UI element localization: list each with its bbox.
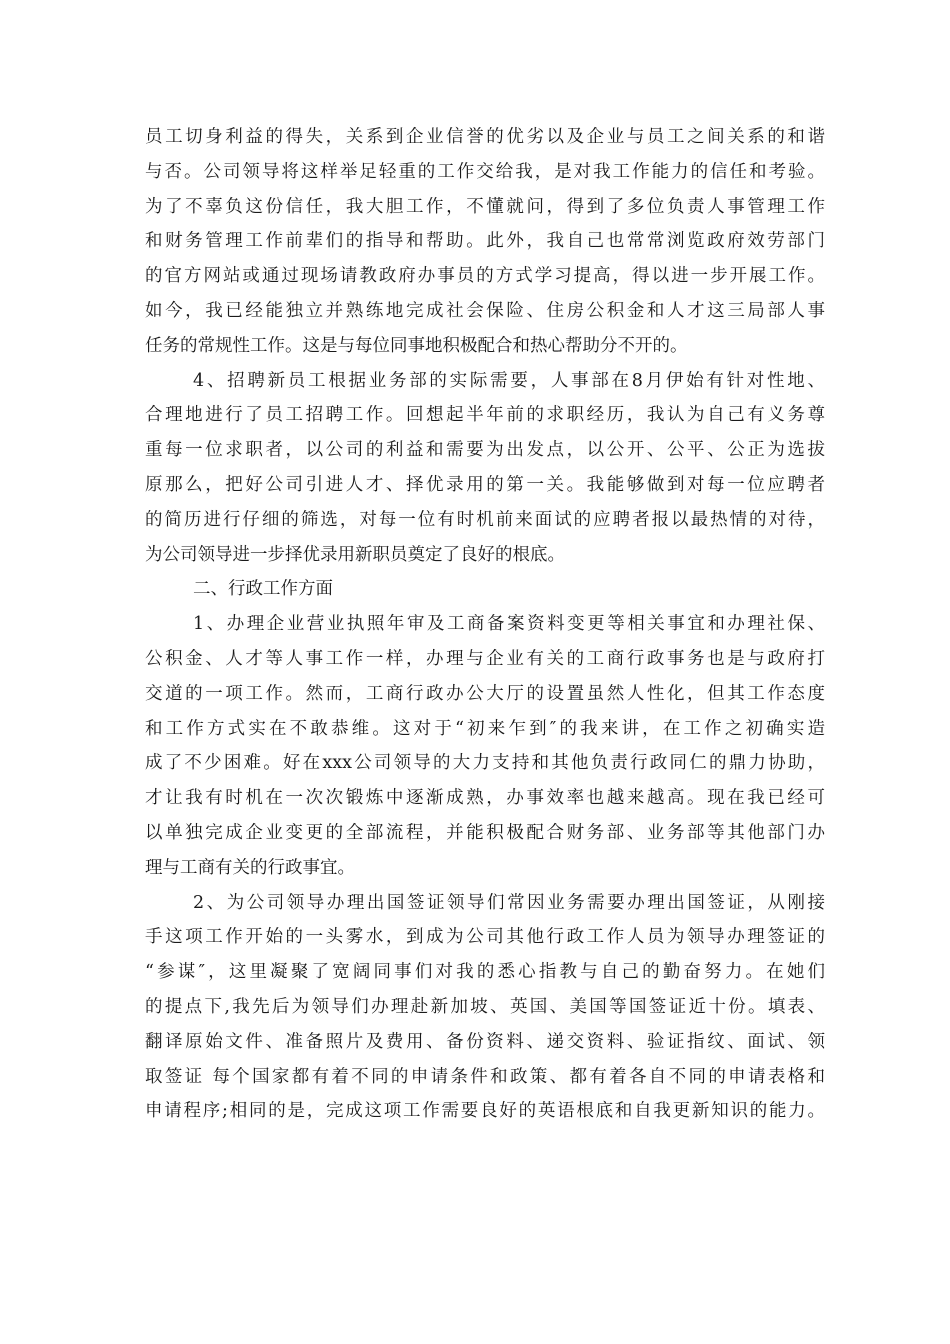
text-line: 的官方网站或通过现场请教政府办事员的方式学习提高，得以进一步开展工作。 [145,266,825,287]
text-line: 以单独完成企业变更的全部流程，并能积极配合财务部、业务部等其他部门办 [145,822,825,843]
text-line: 申请程序;相同的是，完成这项工作需要良好的英语根底和自我更新知识的能力。 [145,1101,825,1122]
text-line: 的提点下,我先后为领导们办理赴新加坡、英国、美国等国签证近十份。填表、 [145,996,825,1017]
body-text [145,120,825,1129]
text-line: 合理地进行了员工招聘工作。回想起半年前的求职经历，我认为自己有义务尊 [145,405,825,426]
text-line: 任务的常规性工作。这是与每位同事地积极配合和热心帮助分不开的。 [145,335,688,356]
text-line: 如今，我已经能独立并熟练地完成社会保险、住房公积金和人才这三局部人事 [145,300,825,321]
text-line: 1、办理企业营业执照年审及工商备案资料变更等相关事宜和办理社保、 [193,614,825,635]
text-line: 成了不少困难。好在xxx公司领导的大力支持和其他负责行政同仁的鼎力协助， [145,753,825,774]
text-line: 手这项工作开始的一头雾水，到成为公司其他行政工作人员为领导办理签证的 [145,927,825,948]
text-line: 为了不辜负这份信任，我大胆工作，不懂就问，得到了多位负责人事管理工作 [145,196,825,217]
text-line: 4、招聘新员工根据业务部的实际需要，人事部在8月伊始有针对性地、 [193,370,825,391]
text-line: 员工切身利益的得失，关系到企业信誉的优劣以及企业与员工之间关系的和谐 [145,127,825,147]
text-line: 2、为公司领导办理出国签证领导们常因业务需要办理出国签证，从刚接 [193,892,825,913]
text-line: 和工作方式实在不敢恭维。这对于“初来乍到″的我来讲，在工作之初确实造 [145,718,825,739]
text-line: 与否。公司领导将这样举足轻重的工作交给我，是对我工作能力的信任和考验。 [145,161,825,182]
text-line: 和财务管理工作前辈们的指导和帮助。此外，我自己也常常浏览政府效劳部门 [145,231,825,252]
text-line: 为公司领导进一步择优录用新职员奠定了良好的根底。 [145,544,565,565]
text-line: 交道的一项工作。然而，工商行政办公大厅的设置虽然人性化，但其工作态度 [145,683,825,704]
text-line: 原那么，把好公司引进人才、择优录用的第一关。我能够做到对每一位应聘者 [145,474,825,495]
text-line: 才让我有时机在一次次锻炼中逐渐成熟，办事效率也越来越高。现在我已经可 [145,788,825,809]
text-line: 二、行政工作方面 [193,579,333,600]
text-line: 的简历进行仔细的筛选，对每一位有时机前来面试的应聘者报以最热情的对待， [145,509,825,530]
text-line: 取签证 每个国家都有着不同的申请条件和政策、都有着各自不同的申请表格和 [145,1066,825,1087]
text-line: “参谋″，这里凝聚了宽阔同事们对我的悉心指教与自己的勤奋努力。在她们 [145,962,825,983]
text-line: 重每一位求职者，以公司的利益和需要为出发点，以公开、公平、公正为选拔 [145,440,825,461]
text-line: 理与工商有关的行政事宜。 [145,857,355,878]
text-line: 翻译原始文件、准备照片及费用、备份资料、递交资料、验证指纹、面试、领 [145,1031,825,1052]
text-line: 公积金、人才等人事工作一样，办理与企业有关的工商行政事务也是与政府打 [145,648,825,669]
